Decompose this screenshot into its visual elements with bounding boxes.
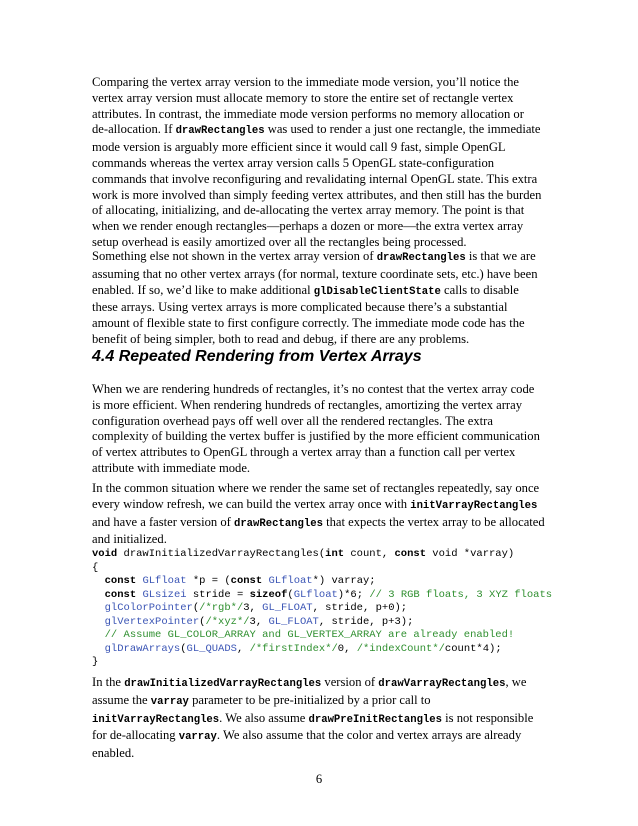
text-run: is that we are assuming that no other vertex arrays (for normal, texture coordinate sets, etc.) have been enabled. If so, we’d like to make additional xyxy=(92,249,538,297)
code-line: // Assume GL_COLOR_ARRAY and GL_VERTEX_ARRAY are already enabled! xyxy=(104,629,515,641)
page-number: 6 xyxy=(315,772,323,786)
code-inline: varray xyxy=(178,731,217,744)
text-run: is not responsible for de-allocating xyxy=(92,710,534,743)
code-listing xyxy=(92,548,562,670)
code-inline: drawRectangles xyxy=(233,517,323,530)
text-run: and have a faster version of xyxy=(92,514,231,529)
text-run: parameter to be pre-initialized by a prior call to xyxy=(192,692,431,707)
paragraph-initialized-varray xyxy=(92,675,560,762)
code-inline: initVarrayRectangles xyxy=(410,499,538,512)
paragraph-other-arrays xyxy=(92,249,560,348)
code-inline: drawVarrayRectangles xyxy=(378,678,506,690)
code-line: glColorPointer(/*rgb*/3, GL_FLOAT, stride, p+0); xyxy=(104,602,408,614)
text-run: , we assume the xyxy=(92,675,527,707)
code-inline: initVarrayRectangles xyxy=(92,713,220,726)
text-run: . We also assume that the color and vertex arrays are already enabled. xyxy=(92,728,522,761)
code-line: const GLsizei stride = sizeof(GLfloat)*6; // 3 RGB floats, 3 XYZ floats xyxy=(104,588,553,601)
code-inline: varray xyxy=(150,695,189,708)
code-line: void drawInitializedVarrayRectangles(int count, const void *varray) xyxy=(92,548,515,560)
paragraph-hundreds-rectangles: When we are rendering hundreds of rectangles, it’s no contest that the vertex array code is more efficient. When rendering hundreds of rectangles, amortizing the vertex array configuration overhead pays off well over all the rendered rectangles. The extra complexity of building the vertex buffer is justified by the more efficient communication of vertex attributes to OpenGL through a vertex array than a function call per vertex attribute with immediate mode. xyxy=(92,382,540,475)
code-line: } xyxy=(92,656,99,668)
code-inline: drawRectangles xyxy=(376,252,466,264)
code-inline: drawPreInitRectangles xyxy=(308,713,443,726)
text-run: Something else not shown in the vertex array version of xyxy=(92,249,377,263)
code-inline: drawRectangles xyxy=(175,125,265,138)
paragraph-common-situation xyxy=(92,481,560,548)
code-line: glVertexPointer(/*xyz*/3, GL_FLOAT, stride, p+3); xyxy=(104,615,414,628)
text-run: In the common situation where we render the same set of rectangles repeatedly, say once every window refresh, we can build the vertex array once with xyxy=(92,481,540,511)
paragraph-vertex-vs-immediate xyxy=(92,75,560,251)
text-run: Comparing the vertex array version to the immediate mode version, you’ll notice the vertex array version must allocate memory to store the entire set of rectangle vertex attributes. In contrast, the immediate mode version performs no memory allocation or de-allocation. If xyxy=(92,75,524,137)
code-line: { xyxy=(92,561,99,574)
code-line: const GLfloat *p = (const GLfloat*) varray; xyxy=(104,575,376,587)
code-inline: glDisableClientState xyxy=(313,285,441,298)
section-heading: 4.4 Repeated Rendering from Vertex Arrays xyxy=(92,348,422,365)
text-run: was used to render a just one rectangle, the immediate mode version is arguably more efficient since it would call 9 fast, simple OpenGL commands whereas the vertex array version calls 5 OpenGL state-configuration commands that involve reconfiguring and revalidating internal OpenGL state. This extra work is more involved than simply feeding vertex attributes, and then still has the burden of allocating, initializing, and de-allocating the vertex array memory. The point is that when we render enough rectangles—perhaps a dozen or more—the extra vertex array setup overhead is easily amortized over all the rectangles being processed. xyxy=(92,122,542,249)
text-run: . We also assume xyxy=(219,710,309,725)
text-run: version of xyxy=(321,675,379,689)
text-run: calls to disable these arrays. Using vertex arrays is more complicated because there’s a substantial amount of flexible state to first configure correctly. The immediate mode code has the benefit of being simpler, both to read and debug, if there are any problems. xyxy=(92,282,525,346)
code-line: glDrawArrays(GL_QUADS, /*firstIndex*/0, /*indexCount*/count*4); xyxy=(104,642,502,655)
text-run: that expects the vertex array to be allocated and initialized. xyxy=(92,514,545,547)
text-run: In the xyxy=(92,675,125,689)
code-inline: drawInitializedVarrayRectangles xyxy=(124,678,322,690)
